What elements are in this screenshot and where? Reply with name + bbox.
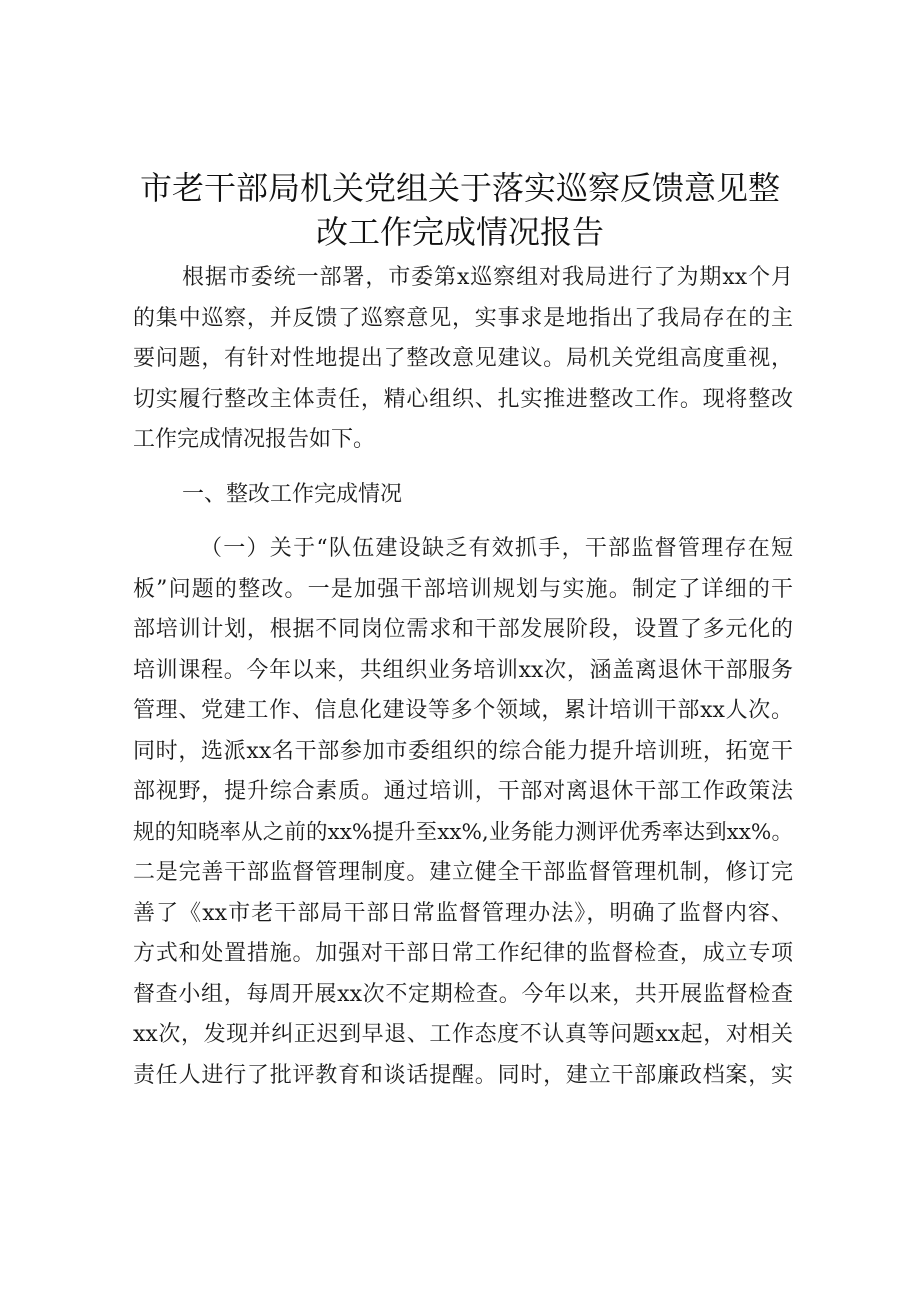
paragraph-line: 督查小组，每周开展xx次不定期检查。今年以来，共开展监督检查 xyxy=(133,981,793,1007)
paragraph-line: 同时，选派xx名干部参加市委组织的综合能力提升培训班，拓宽干 xyxy=(133,738,793,764)
title-line: 改工作完成情况报告 xyxy=(315,213,604,251)
paragraph-line: 责任人进行了批评教育和谈话提醒。同时，建立干部廉政档案，实 xyxy=(133,1062,793,1088)
intro-paragraph xyxy=(133,258,793,461)
paragraph-line: 要问题，有针对性地提出了整改意见建议。局机关党组高度重视， xyxy=(133,346,793,371)
paragraph-line: 规的知晓率从之前的xx%提升至xx%,业务能力测评优秀率达到xx%。 xyxy=(133,819,793,845)
paragraph-line: 工作完成情况报告如下。 xyxy=(133,427,376,452)
document-title xyxy=(130,166,790,254)
section-heading-paragraph xyxy=(133,475,793,516)
paragraph-spacer xyxy=(133,461,793,475)
paragraph-line: 根据市委统一部署，市委第x巡察组对我局进行了为期xx个月 xyxy=(182,265,793,290)
paragraph-line: 板”问题的整改。一是加强干部培训规划与实施。制定了详细的干 xyxy=(133,576,793,602)
paragraph-line: 管理、党建工作、信息化建设等多个领域，累计培训干部xx人次。 xyxy=(133,698,793,723)
document-body xyxy=(133,258,793,1096)
paragraph-line: 二是完善干部监督管理制度。建立健全干部监督管理机制，修订完 xyxy=(133,860,793,885)
paragraph-line: 部培训计划，根据不同岗位需求和干部发展阶段，设置了多元化的 xyxy=(133,617,793,642)
subsection-paragraph xyxy=(133,529,793,1096)
paragraph-spacer xyxy=(133,515,793,529)
paragraph-line: 善了《xx市老干部局干部日常监督管理办法》，明确了监督内容、 xyxy=(133,900,793,926)
paragraph-line: 方式和处置措施。加强对干部日常工作纪律的监督检查，成立专项 xyxy=(133,941,793,966)
paragraph-line: 的集中巡察，并反馈了巡察意见，实事求是地指出了我局存在的主 xyxy=(133,305,793,331)
paragraph-line: xx次，发现并纠正迟到早退、工作态度不认真等问题xx起，对相关 xyxy=(133,1022,793,1047)
paragraph-line: 培训课程。今年以来，共组织业务培训xx次，涵盖离退休干部服务 xyxy=(133,657,793,683)
paragraph-line: 部视野，提升综合素质。通过培训，干部对离退休干部工作政策法 xyxy=(133,779,793,804)
paragraph-line: 切实履行整改主体责任，精心组织、扎实推进整改工作。现将整改 xyxy=(133,386,793,412)
section-heading: 一、整改工作完成情况 xyxy=(182,481,403,507)
paragraph-line: （一）关于“队伍建设缺乏有效抓手，干部监督管理存在短 xyxy=(200,536,793,561)
title-line: 市老干部局机关党组关于落实巡察反馈意见整 xyxy=(139,169,780,207)
